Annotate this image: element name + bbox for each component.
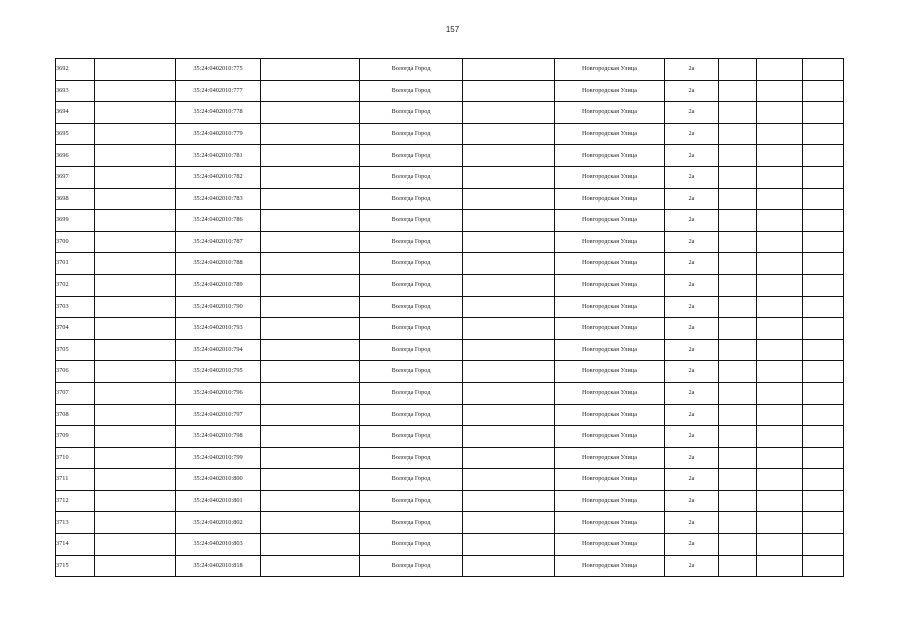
empty-cell bbox=[757, 361, 803, 383]
city-cell: Вологда Город bbox=[360, 80, 463, 102]
empty-cell bbox=[95, 490, 176, 512]
table-row bbox=[56, 318, 844, 340]
empty-cell bbox=[719, 166, 757, 188]
house-number-cell: 2а bbox=[665, 404, 719, 426]
street-cell: Новгородская Улица bbox=[555, 145, 665, 167]
empty-cell bbox=[719, 59, 757, 81]
empty-cell bbox=[261, 426, 360, 448]
house-number-cell: 2а bbox=[665, 253, 719, 275]
city-cell: Вологда Город bbox=[360, 274, 463, 296]
empty-cell bbox=[757, 145, 803, 167]
empty-cell bbox=[719, 426, 757, 448]
table-row bbox=[56, 145, 844, 167]
city-cell: Вологда Город bbox=[360, 426, 463, 448]
empty-cell bbox=[261, 145, 360, 167]
street-cell: Новгородская Улица bbox=[555, 102, 665, 124]
empty-cell bbox=[95, 80, 176, 102]
house-number-cell: 2а bbox=[665, 188, 719, 210]
city-cell: Вологда Город bbox=[360, 469, 463, 491]
table-row bbox=[56, 231, 844, 253]
row-number-cell: 3715 bbox=[56, 555, 95, 577]
house-number-cell: 2а bbox=[665, 166, 719, 188]
empty-cell bbox=[95, 123, 176, 145]
street-cell: Новгородская Улица bbox=[555, 534, 665, 556]
empty-cell bbox=[463, 382, 555, 404]
row-number-cell: 3702 bbox=[56, 274, 95, 296]
empty-cell bbox=[757, 512, 803, 534]
cadastral-number-cell: 35:24:0402010:802 bbox=[176, 512, 261, 534]
table-row bbox=[56, 490, 844, 512]
row-number-cell: 3710 bbox=[56, 447, 95, 469]
empty-cell bbox=[95, 102, 176, 124]
empty-cell bbox=[803, 274, 844, 296]
table-row bbox=[56, 447, 844, 469]
empty-cell bbox=[95, 145, 176, 167]
empty-cell bbox=[463, 361, 555, 383]
empty-cell bbox=[95, 59, 176, 81]
street-cell: Новгородская Улица bbox=[555, 253, 665, 275]
house-number-cell: 2а bbox=[665, 490, 719, 512]
cadastral-number-cell: 35:24:0402010:783 bbox=[176, 188, 261, 210]
empty-cell bbox=[803, 382, 844, 404]
cadastral-number-cell: 35:24:0402010:782 bbox=[176, 166, 261, 188]
cadastral-number-cell: 35:24:0402010:798 bbox=[176, 426, 261, 448]
street-cell: Новгородская Улица bbox=[555, 469, 665, 491]
empty-cell bbox=[803, 253, 844, 275]
empty-cell bbox=[463, 188, 555, 210]
empty-cell bbox=[719, 555, 757, 577]
empty-cell bbox=[261, 166, 360, 188]
empty-cell bbox=[757, 426, 803, 448]
empty-cell bbox=[261, 404, 360, 426]
row-number-cell: 3704 bbox=[56, 318, 95, 340]
registry-table bbox=[55, 58, 844, 577]
street-cell: Новгородская Улица bbox=[555, 296, 665, 318]
street-cell: Новгородская Улица bbox=[555, 210, 665, 232]
empty-cell bbox=[757, 339, 803, 361]
empty-cell bbox=[719, 80, 757, 102]
empty-cell bbox=[803, 123, 844, 145]
table-row bbox=[56, 469, 844, 491]
empty-cell bbox=[803, 231, 844, 253]
empty-cell bbox=[261, 382, 360, 404]
house-number-cell: 2а bbox=[665, 447, 719, 469]
empty-cell bbox=[261, 231, 360, 253]
empty-cell bbox=[719, 512, 757, 534]
empty-cell bbox=[95, 555, 176, 577]
empty-cell bbox=[463, 102, 555, 124]
empty-cell bbox=[261, 555, 360, 577]
empty-cell bbox=[803, 296, 844, 318]
city-cell: Вологда Город bbox=[360, 555, 463, 577]
row-number-cell: 3709 bbox=[56, 426, 95, 448]
empty-cell bbox=[261, 318, 360, 340]
empty-cell bbox=[803, 59, 844, 81]
city-cell: Вологда Город bbox=[360, 339, 463, 361]
empty-cell bbox=[757, 231, 803, 253]
registry-rows bbox=[56, 59, 844, 577]
empty-cell bbox=[757, 210, 803, 232]
row-number-cell: 3712 bbox=[56, 490, 95, 512]
empty-cell bbox=[95, 469, 176, 491]
street-cell: Новгородская Улица bbox=[555, 404, 665, 426]
empty-cell bbox=[95, 231, 176, 253]
empty-cell bbox=[261, 512, 360, 534]
house-number-cell: 2а bbox=[665, 361, 719, 383]
empty-cell bbox=[803, 361, 844, 383]
city-cell: Вологда Город bbox=[360, 404, 463, 426]
street-cell: Новгородская Улица bbox=[555, 231, 665, 253]
city-cell: Вологда Город bbox=[360, 318, 463, 340]
empty-cell bbox=[719, 253, 757, 275]
city-cell: Вологда Город bbox=[360, 123, 463, 145]
empty-cell bbox=[261, 361, 360, 383]
empty-cell bbox=[95, 512, 176, 534]
empty-cell bbox=[95, 534, 176, 556]
empty-cell bbox=[719, 231, 757, 253]
house-number-cell: 2а bbox=[665, 382, 719, 404]
house-number-cell: 2а bbox=[665, 145, 719, 167]
table-row bbox=[56, 534, 844, 556]
street-cell: Новгородская Улица bbox=[555, 426, 665, 448]
empty-cell bbox=[261, 296, 360, 318]
house-number-cell: 2а bbox=[665, 210, 719, 232]
row-number-cell: 3706 bbox=[56, 361, 95, 383]
table-row bbox=[56, 404, 844, 426]
house-number-cell: 2а bbox=[665, 426, 719, 448]
city-cell: Вологда Город bbox=[360, 210, 463, 232]
street-cell: Новгородская Улица bbox=[555, 59, 665, 81]
empty-cell bbox=[803, 490, 844, 512]
street-cell: Новгородская Улица bbox=[555, 339, 665, 361]
empty-cell bbox=[803, 426, 844, 448]
empty-cell bbox=[261, 274, 360, 296]
street-cell: Новгородская Улица bbox=[555, 361, 665, 383]
table-row bbox=[56, 102, 844, 124]
house-number-cell: 2а bbox=[665, 469, 719, 491]
empty-cell bbox=[261, 534, 360, 556]
city-cell: Вологда Город bbox=[360, 59, 463, 81]
empty-cell bbox=[803, 318, 844, 340]
city-cell: Вологда Город bbox=[360, 145, 463, 167]
empty-cell bbox=[757, 296, 803, 318]
row-number-cell: 3699 bbox=[56, 210, 95, 232]
empty-cell bbox=[803, 512, 844, 534]
house-number-cell: 2а bbox=[665, 231, 719, 253]
empty-cell bbox=[463, 210, 555, 232]
empty-cell bbox=[261, 188, 360, 210]
empty-cell bbox=[803, 80, 844, 102]
page-number: 157 bbox=[445, 25, 460, 34]
cadastral-number-cell: 35:24:0402010:788 bbox=[176, 253, 261, 275]
empty-cell bbox=[95, 361, 176, 383]
row-number-cell: 3695 bbox=[56, 123, 95, 145]
row-number-cell: 3714 bbox=[56, 534, 95, 556]
empty-cell bbox=[463, 123, 555, 145]
empty-cell bbox=[757, 59, 803, 81]
empty-cell bbox=[463, 534, 555, 556]
street-cell: Новгородская Улица bbox=[555, 123, 665, 145]
city-cell: Вологда Город bbox=[360, 490, 463, 512]
row-number-cell: 3698 bbox=[56, 188, 95, 210]
cadastral-number-cell: 35:24:0402010:796 bbox=[176, 382, 261, 404]
empty-cell bbox=[463, 253, 555, 275]
empty-cell bbox=[261, 123, 360, 145]
empty-cell bbox=[719, 469, 757, 491]
street-cell: Новгородская Улица bbox=[555, 80, 665, 102]
row-number-cell: 3692 bbox=[56, 59, 95, 81]
empty-cell bbox=[719, 102, 757, 124]
empty-cell bbox=[261, 253, 360, 275]
table-row bbox=[56, 59, 844, 81]
table-row bbox=[56, 80, 844, 102]
row-number-cell: 3708 bbox=[56, 404, 95, 426]
cadastral-number-cell: 35:24:0402010:777 bbox=[176, 80, 261, 102]
table-row bbox=[56, 512, 844, 534]
empty-cell bbox=[757, 555, 803, 577]
empty-cell bbox=[463, 469, 555, 491]
empty-cell bbox=[95, 253, 176, 275]
table-row bbox=[56, 274, 844, 296]
empty-cell bbox=[463, 59, 555, 81]
city-cell: Вологда Город bbox=[360, 253, 463, 275]
cadastral-number-cell: 35:24:0402010:778 bbox=[176, 102, 261, 124]
cadastral-number-cell: 35:24:0402010:789 bbox=[176, 274, 261, 296]
empty-cell bbox=[95, 166, 176, 188]
table-row bbox=[56, 382, 844, 404]
empty-cell bbox=[719, 534, 757, 556]
empty-cell bbox=[95, 426, 176, 448]
empty-cell bbox=[757, 318, 803, 340]
street-cell: Новгородская Улица bbox=[555, 188, 665, 210]
table-row bbox=[56, 188, 844, 210]
house-number-cell: 2а bbox=[665, 318, 719, 340]
house-number-cell: 2а bbox=[665, 59, 719, 81]
empty-cell bbox=[95, 339, 176, 361]
empty-cell bbox=[463, 404, 555, 426]
empty-cell bbox=[803, 404, 844, 426]
city-cell: Вологда Город bbox=[360, 231, 463, 253]
street-cell: Новгородская Улица bbox=[555, 447, 665, 469]
house-number-cell: 2а bbox=[665, 555, 719, 577]
empty-cell bbox=[803, 102, 844, 124]
empty-cell bbox=[261, 210, 360, 232]
row-number-cell: 3703 bbox=[56, 296, 95, 318]
row-number-cell: 3697 bbox=[56, 166, 95, 188]
house-number-cell: 2а bbox=[665, 534, 719, 556]
city-cell: Вологда Город bbox=[360, 447, 463, 469]
empty-cell bbox=[757, 447, 803, 469]
empty-cell bbox=[463, 80, 555, 102]
empty-cell bbox=[803, 339, 844, 361]
empty-cell bbox=[719, 123, 757, 145]
empty-cell bbox=[463, 318, 555, 340]
table-row bbox=[56, 210, 844, 232]
street-cell: Новгородская Улица bbox=[555, 382, 665, 404]
empty-cell bbox=[261, 469, 360, 491]
city-cell: Вологда Город bbox=[360, 534, 463, 556]
house-number-cell: 2а bbox=[665, 512, 719, 534]
cadastral-number-cell: 35:24:0402010:781 bbox=[176, 145, 261, 167]
empty-cell bbox=[463, 490, 555, 512]
empty-cell bbox=[95, 188, 176, 210]
table-row bbox=[56, 166, 844, 188]
cadastral-number-cell: 35:24:0402010:779 bbox=[176, 123, 261, 145]
empty-cell bbox=[757, 534, 803, 556]
empty-cell bbox=[261, 80, 360, 102]
empty-cell bbox=[719, 404, 757, 426]
empty-cell bbox=[719, 382, 757, 404]
row-number-cell: 3713 bbox=[56, 512, 95, 534]
empty-cell bbox=[803, 188, 844, 210]
empty-cell bbox=[95, 274, 176, 296]
row-number-cell: 3694 bbox=[56, 102, 95, 124]
row-number-cell: 3705 bbox=[56, 339, 95, 361]
empty-cell bbox=[757, 469, 803, 491]
empty-cell bbox=[757, 382, 803, 404]
empty-cell bbox=[719, 361, 757, 383]
empty-cell bbox=[719, 447, 757, 469]
empty-cell bbox=[95, 318, 176, 340]
empty-cell bbox=[463, 166, 555, 188]
empty-cell bbox=[261, 490, 360, 512]
empty-cell bbox=[757, 80, 803, 102]
house-number-cell: 2а bbox=[665, 274, 719, 296]
house-number-cell: 2а bbox=[665, 102, 719, 124]
cadastral-number-cell: 35:24:0402010:794 bbox=[176, 339, 261, 361]
cadastral-number-cell: 35:24:0402010:795 bbox=[176, 361, 261, 383]
cadastral-number-cell: 35:24:0402010:801 bbox=[176, 490, 261, 512]
empty-cell bbox=[757, 274, 803, 296]
row-number-cell: 3696 bbox=[56, 145, 95, 167]
cadastral-number-cell: 35:24:0402010:787 bbox=[176, 231, 261, 253]
empty-cell bbox=[803, 469, 844, 491]
empty-cell bbox=[463, 512, 555, 534]
empty-cell bbox=[463, 555, 555, 577]
row-number-cell: 3701 bbox=[56, 253, 95, 275]
empty-cell bbox=[757, 404, 803, 426]
empty-cell bbox=[261, 102, 360, 124]
empty-cell bbox=[719, 490, 757, 512]
table-row bbox=[56, 253, 844, 275]
cadastral-number-cell: 35:24:0402010:800 bbox=[176, 469, 261, 491]
table-row bbox=[56, 296, 844, 318]
empty-cell bbox=[95, 447, 176, 469]
cadastral-number-cell: 35:24:0402010:797 bbox=[176, 404, 261, 426]
city-cell: Вологда Город bbox=[360, 102, 463, 124]
house-number-cell: 2а bbox=[665, 339, 719, 361]
table-row bbox=[56, 361, 844, 383]
empty-cell bbox=[719, 145, 757, 167]
cadastral-number-cell: 35:24:0402010:799 bbox=[176, 447, 261, 469]
empty-cell bbox=[463, 426, 555, 448]
city-cell: Вологда Город bbox=[360, 188, 463, 210]
empty-cell bbox=[757, 490, 803, 512]
house-number-cell: 2а bbox=[665, 123, 719, 145]
empty-cell bbox=[463, 231, 555, 253]
row-number-cell: 3700 bbox=[56, 231, 95, 253]
house-number-cell: 2а bbox=[665, 80, 719, 102]
empty-cell bbox=[463, 296, 555, 318]
empty-cell bbox=[463, 145, 555, 167]
empty-cell bbox=[757, 102, 803, 124]
empty-cell bbox=[95, 382, 176, 404]
empty-cell bbox=[261, 447, 360, 469]
cadastral-number-cell: 35:24:0402010:818 bbox=[176, 555, 261, 577]
empty-cell bbox=[757, 253, 803, 275]
cadastral-number-cell: 35:24:0402010:775 bbox=[176, 59, 261, 81]
table-row bbox=[56, 339, 844, 361]
empty-cell bbox=[463, 447, 555, 469]
empty-cell bbox=[803, 166, 844, 188]
city-cell: Вологда Город bbox=[360, 382, 463, 404]
empty-cell bbox=[757, 188, 803, 210]
row-number-cell: 3711 bbox=[56, 469, 95, 491]
empty-cell bbox=[261, 59, 360, 81]
city-cell: Вологда Город bbox=[360, 361, 463, 383]
street-cell: Новгородская Улица bbox=[555, 555, 665, 577]
cadastral-number-cell: 35:24:0402010:790 bbox=[176, 296, 261, 318]
empty-cell bbox=[719, 210, 757, 232]
empty-cell bbox=[803, 210, 844, 232]
street-cell: Новгородская Улица bbox=[555, 166, 665, 188]
house-number-cell: 2а bbox=[665, 296, 719, 318]
empty-cell bbox=[719, 296, 757, 318]
empty-cell bbox=[757, 166, 803, 188]
empty-cell bbox=[95, 296, 176, 318]
empty-cell bbox=[463, 339, 555, 361]
cadastral-number-cell: 35:24:0402010:793 bbox=[176, 318, 261, 340]
row-number-cell: 3693 bbox=[56, 80, 95, 102]
empty-cell bbox=[261, 339, 360, 361]
street-cell: Новгородская Улица bbox=[555, 490, 665, 512]
table-row bbox=[56, 123, 844, 145]
cadastral-number-cell: 35:24:0402010:786 bbox=[176, 210, 261, 232]
empty-cell bbox=[719, 188, 757, 210]
street-cell: Новгородская Улица bbox=[555, 512, 665, 534]
cadastral-number-cell: 35:24:0402010:803 bbox=[176, 534, 261, 556]
empty-cell bbox=[719, 339, 757, 361]
table-row bbox=[56, 426, 844, 448]
street-cell: Новгородская Улица bbox=[555, 274, 665, 296]
city-cell: Вологда Город bbox=[360, 166, 463, 188]
empty-cell bbox=[95, 210, 176, 232]
empty-cell bbox=[463, 274, 555, 296]
street-cell: Новгородская Улица bbox=[555, 318, 665, 340]
empty-cell bbox=[803, 555, 844, 577]
table-row bbox=[56, 555, 844, 577]
city-cell: Вологда Город bbox=[360, 512, 463, 534]
city-cell: Вологда Город bbox=[360, 296, 463, 318]
empty-cell bbox=[95, 404, 176, 426]
empty-cell bbox=[803, 145, 844, 167]
empty-cell bbox=[757, 123, 803, 145]
empty-cell bbox=[803, 534, 844, 556]
empty-cell bbox=[719, 274, 757, 296]
empty-cell bbox=[803, 447, 844, 469]
empty-cell bbox=[719, 318, 757, 340]
row-number-cell: 3707 bbox=[56, 382, 95, 404]
